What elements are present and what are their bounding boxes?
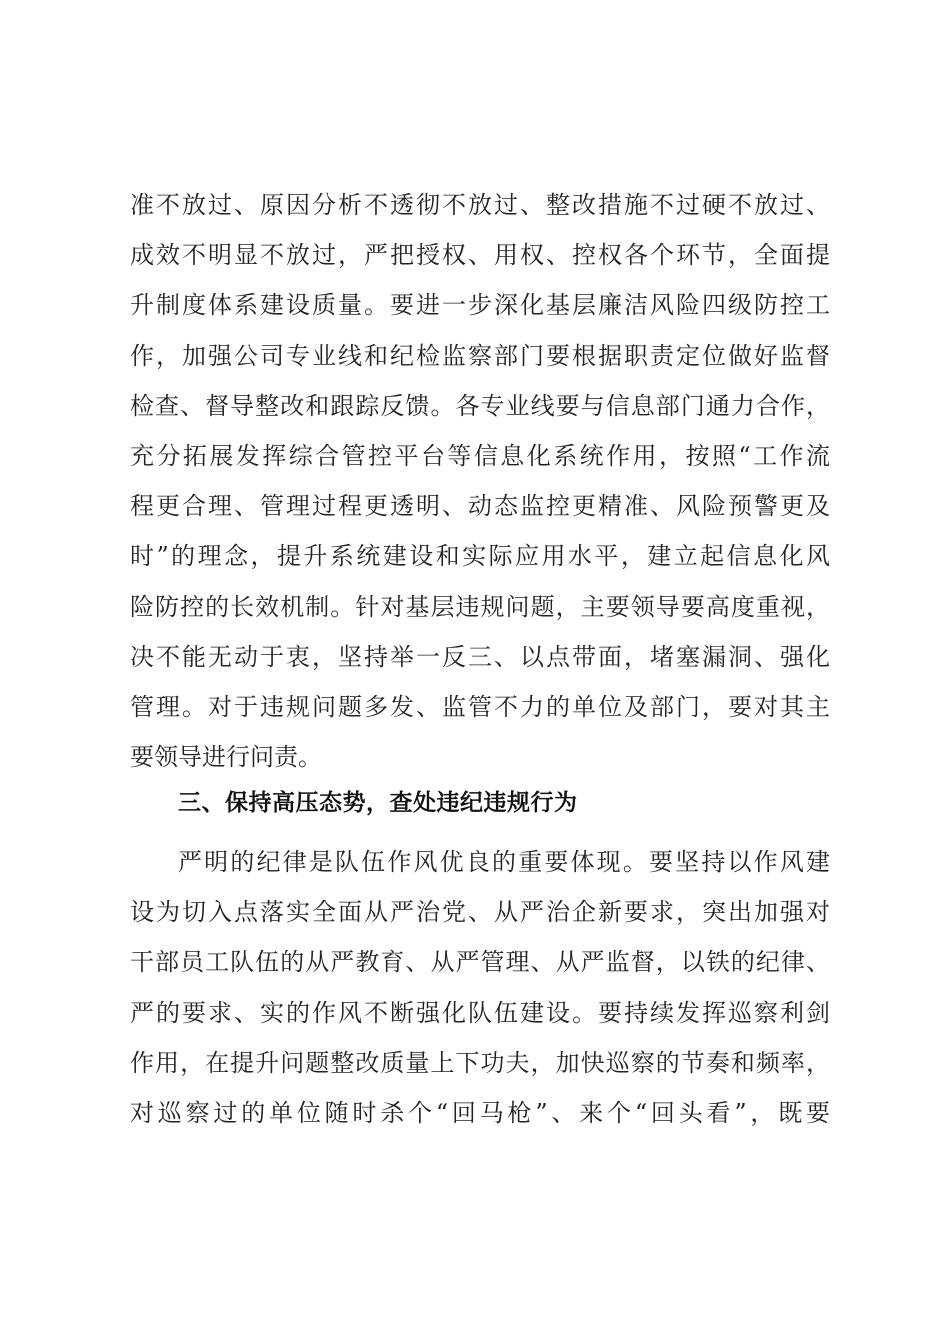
paragraph-1-line: 检查、督导整改和跟踪反馈。各专业线要与信息部门通力合作， (130, 391, 830, 420)
paragraph-1-line: 准不放过、原因分析不透彻不放过、整改措施不过硬不放过、 (130, 191, 830, 219)
paragraph-1-line: 险防控的长效机制。针对基层违规问题，主要领导要高度重视， (130, 592, 830, 621)
paragraph-1-line: 管理。对于违规问题多发、监管不力的单位及部门，要对其主 (130, 692, 830, 721)
paragraph-2-line: 严明的纪律是队伍作风优良的重要体现。要坚持以作风建 (178, 848, 830, 876)
paragraph-1 (130, 180, 830, 782)
paragraph-2-line: 干部员工队伍的从严教育、从严管理、从严监督，以铁的纪律、 (130, 948, 830, 977)
paragraph-1-line: 时”的理念，提升系统建设和实际应用水平，建立起信息化风 (130, 542, 830, 571)
paragraph-1-line: 成效不明显不放过，严把授权、用权、控权各个环节，全面提 (130, 241, 830, 270)
paragraph-1-line: 程更合理、管理过程更透明、动态监控更精准、风险预警更及 (130, 492, 830, 521)
paragraph-2 (130, 837, 830, 1138)
paragraph-1-line: 作，加强公司专业线和纪检监察部门要根据职责定位做好监督 (130, 341, 830, 370)
paragraph-1-line: 充分拓展发挥综合管控平台等信息化系统作用，按照“工作流 (130, 441, 830, 470)
paragraph-2-line: 对巡察过的单位随时杀个“回马枪”、来个“回头看”，既要 (130, 1098, 830, 1127)
paragraph-1-line: 决不能无动于衷，坚持举一反三、以点带面，堵塞漏洞、强化 (130, 642, 830, 671)
paragraph-1-line: 升制度体系建设质量。要进一步深化基层廉洁风险四级防控工 (130, 291, 830, 320)
paragraph-2-line: 设为切入点落实全面从严治党、从严治企新要求，突出加强对 (130, 898, 830, 927)
paragraph-2-line: 严的要求、实的作风不断强化队伍建设。要持续发挥巡察利剑 (130, 998, 830, 1027)
paragraph-1-line: 要领导进行问责。 (130, 743, 322, 772)
section-heading: 三、保持高压态势，查处违纪违规行为 (178, 790, 578, 816)
paragraph-2-line: 作用，在提升问题整改质量上下功夫，加快巡察的节奏和频率， (130, 1048, 830, 1077)
